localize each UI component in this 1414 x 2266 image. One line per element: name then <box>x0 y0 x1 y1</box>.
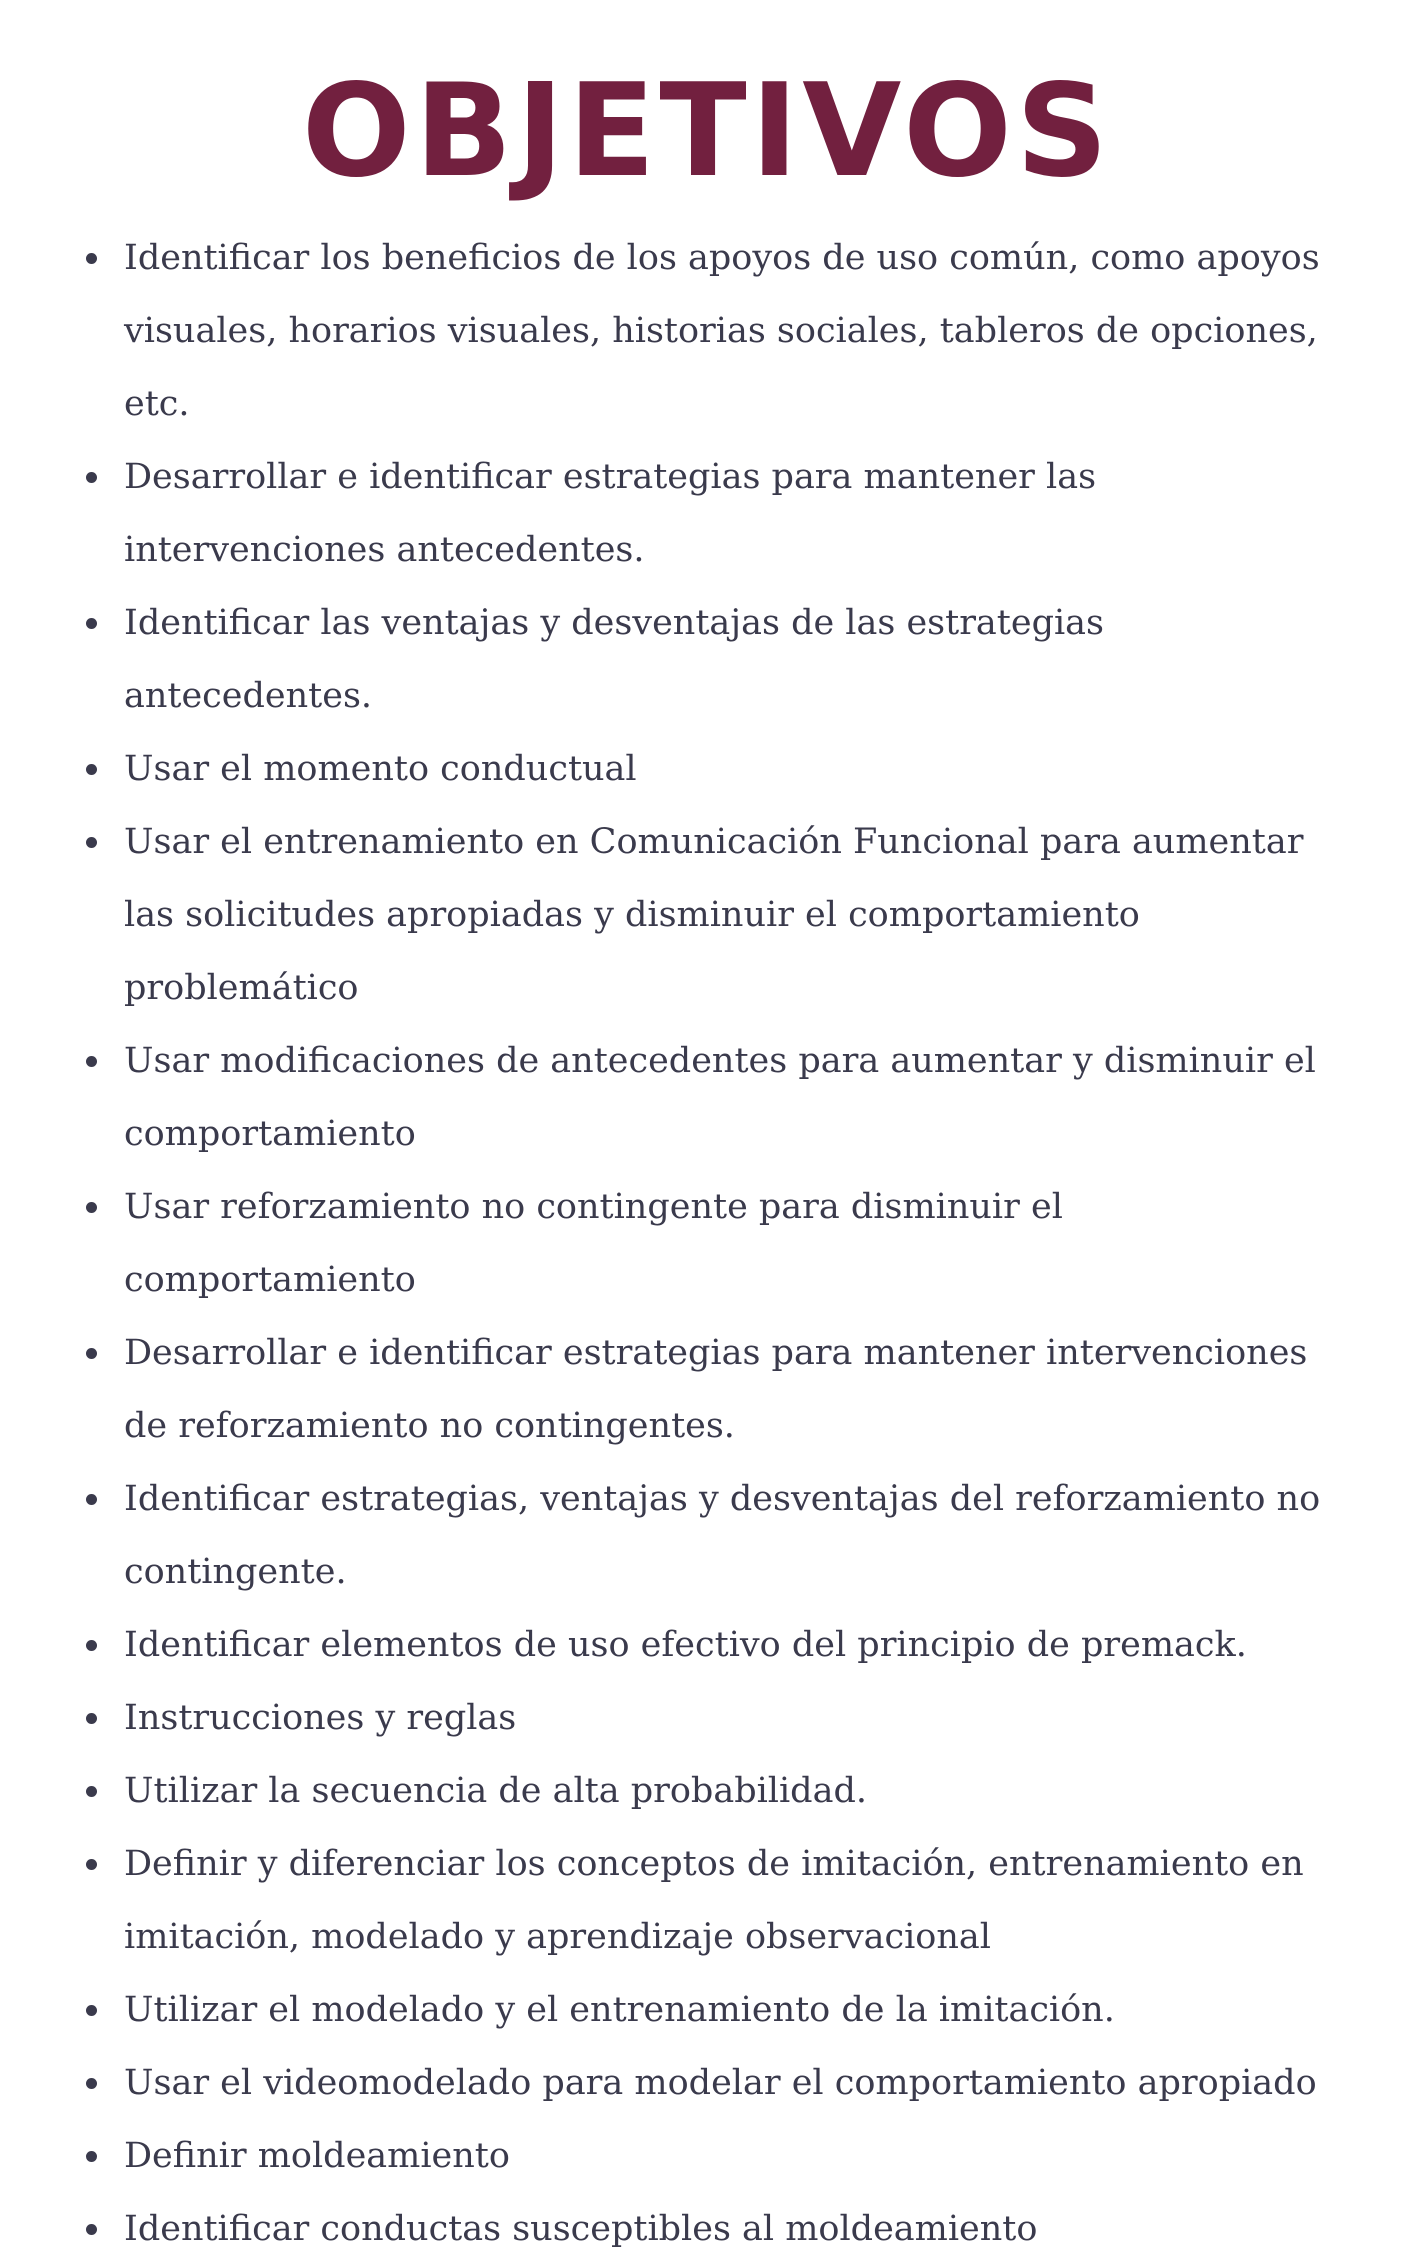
objective-item <box>0 587 1414 733</box>
bullet-icon <box>86 1640 97 1651</box>
objective-item <box>0 1682 1414 1755</box>
objective-text: Utilizar la secuencia de alta probabilidad. <box>124 1771 867 1811</box>
objective-text: Identificar estrategias, ventajas y desventajas del reforzamiento no contingente. <box>124 1479 1321 1592</box>
objective-item <box>0 441 1414 587</box>
objective-text: Definir y diferenciar los conceptos de imitación, entrenamiento en imitación, modelado y aprendizaje observacional <box>124 1844 1304 1957</box>
objective-item <box>0 1171 1414 1317</box>
bullet-icon <box>86 618 97 629</box>
objective-item <box>0 1025 1414 1171</box>
objective-item <box>0 1828 1414 1974</box>
objective-item <box>0 1463 1414 1609</box>
objective-item <box>0 1755 1414 1828</box>
objective-text: Instrucciones y reglas <box>124 1698 517 1738</box>
objective-item <box>0 2120 1414 2193</box>
bullet-icon <box>86 764 97 775</box>
bullet-icon <box>86 2078 97 2089</box>
objective-text: Identificar conductas susceptibles al moldeamiento <box>124 2209 1038 2249</box>
bullet-icon <box>86 1713 97 1724</box>
objective-text: Usar reforzamiento no contingente para disminuir el comportamiento <box>124 1187 1063 1300</box>
objective-text: Usar el momento conductual <box>124 749 637 789</box>
objective-item <box>0 2193 1414 2266</box>
objective-text: Definir moldeamiento <box>124 2136 510 2176</box>
bullet-icon <box>86 837 97 848</box>
objective-item <box>0 1609 1414 1682</box>
bullet-icon <box>86 1056 97 1067</box>
objective-text: Desarrollar e identificar estrategias para mantener las intervenciones antecedentes. <box>124 457 1097 570</box>
bullet-icon <box>86 1494 97 1505</box>
bullet-icon <box>86 253 97 264</box>
objective-text: Identificar elementos de uso efectivo del principio de premack. <box>124 1625 1247 1665</box>
objective-item <box>0 1974 1414 2047</box>
objective-item <box>0 733 1414 806</box>
bullet-icon <box>86 472 97 483</box>
objective-text: Usar el entrenamiento en Comunicación Funcional para aumentar las solicitudes apropiadas y disminuir el comportamiento problemático <box>124 822 1304 1008</box>
bullet-icon <box>86 1348 97 1359</box>
objective-item <box>0 222 1414 441</box>
objective-text: Utilizar el modelado y el entrenamiento de la imitación. <box>124 1990 1115 2030</box>
bullet-icon <box>86 2005 97 2016</box>
bullet-icon <box>86 1202 97 1213</box>
bullet-icon <box>86 1786 97 1797</box>
objective-item <box>0 806 1414 1025</box>
objective-item <box>0 2047 1414 2120</box>
objectives-list <box>0 222 1414 2266</box>
bullet-icon <box>86 1859 97 1870</box>
bullet-icon <box>86 2224 97 2235</box>
page-title: OBJETIVOS <box>301 57 1113 206</box>
bullet-icon <box>86 2151 97 2162</box>
objective-text: Usar modificaciones de antecedentes para aumentar y disminuir el comportamiento <box>124 1041 1316 1154</box>
objective-item <box>0 1317 1414 1463</box>
objective-text: Identificar las ventajas y desventajas de las estrategias antecedentes. <box>124 603 1104 716</box>
objective-text: Usar el videomodelado para modelar el comportamiento apropiado <box>124 2063 1317 2103</box>
objective-text: Desarrollar e identificar estrategias para mantener intervenciones de reforzamiento no contingentes. <box>124 1333 1308 1446</box>
objective-text: Identificar los beneficios de los apoyos de uso común, como apoyos visuales, horarios visuales, historias sociales, tableros de opciones, etc. <box>124 238 1320 424</box>
